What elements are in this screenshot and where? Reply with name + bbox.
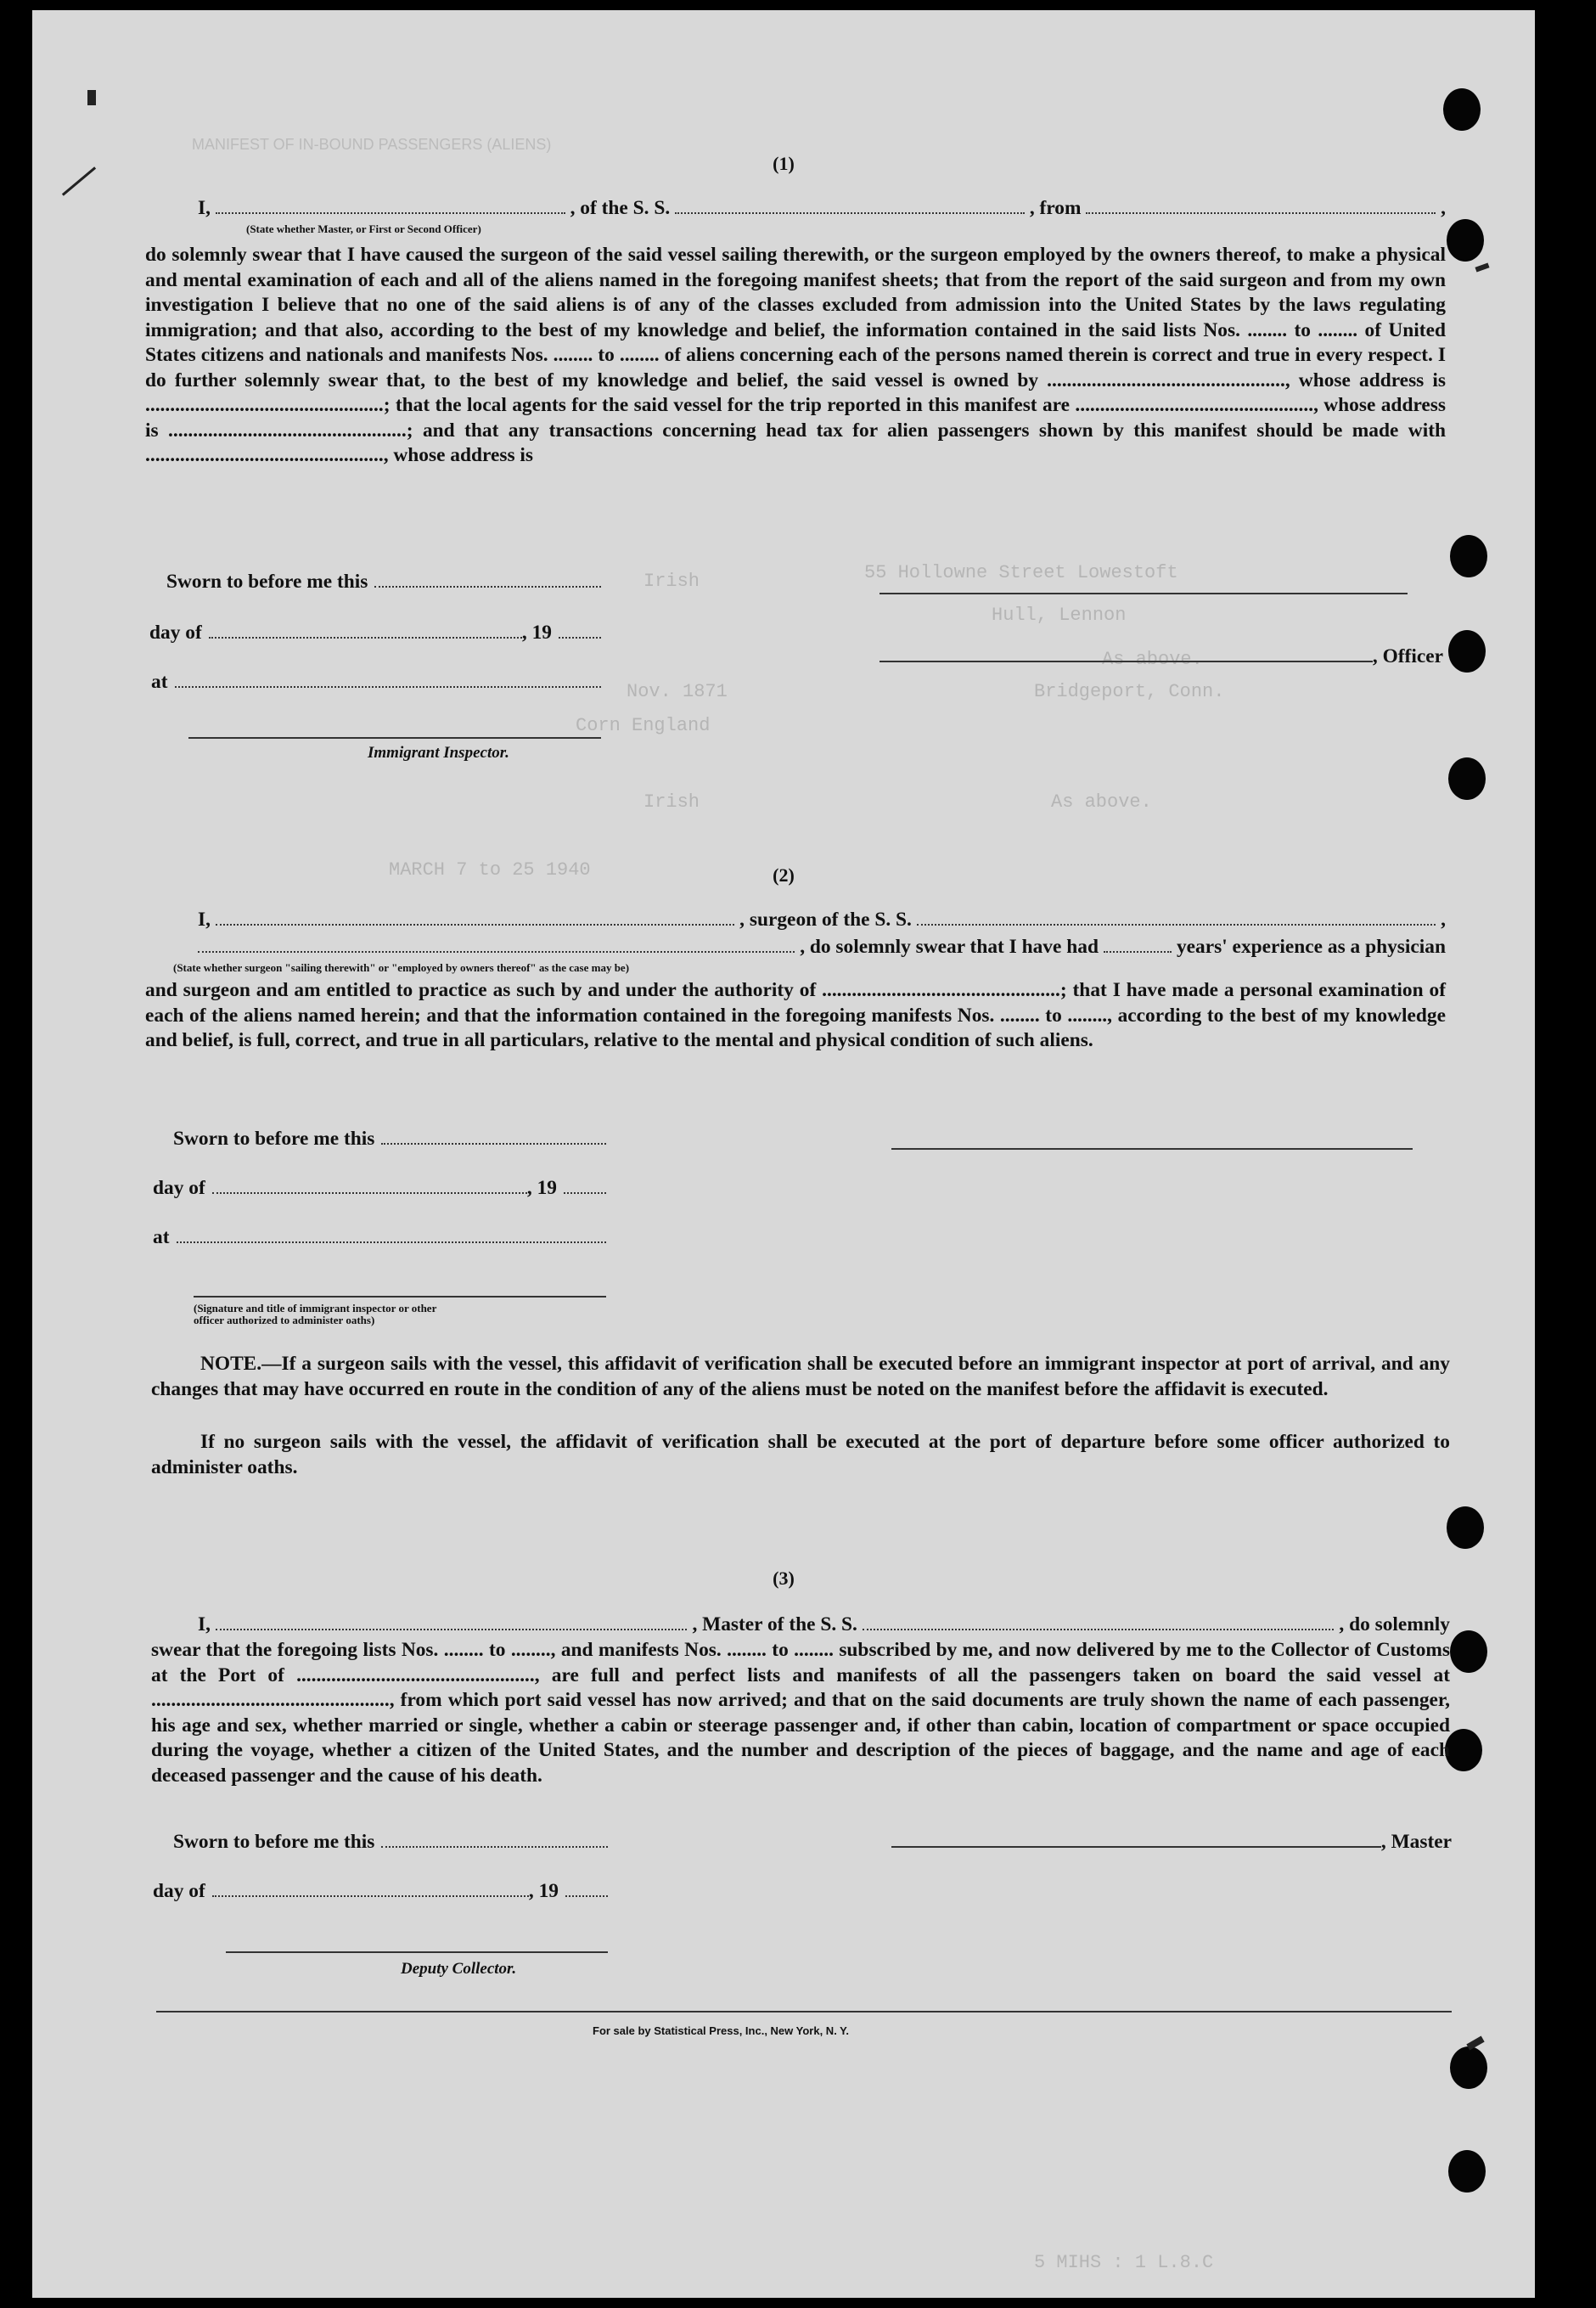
- master-name-field[interactable]: [216, 1617, 687, 1630]
- master-label: , Master: [1380, 1831, 1452, 1853]
- years-field[interactable]: [1104, 939, 1172, 953]
- inspector-signature-line[interactable]: [188, 737, 601, 739]
- punch-hole: [1447, 1506, 1484, 1549]
- punch-hole: [1447, 219, 1484, 262]
- do-swear-label: , do solemnly swear that I have had: [800, 936, 1099, 958]
- section-2-oath-text: and surgeon and am entitled to practice as such by and under the authority of ................................................; that I have made a personal examination of each of the aliens named herein; and that the information contained in the foregoing manifests Nos. ........ to ........, according to the best of my knowledge and belief, is full, correct, and true in all particulars, relative to the mental and physical condition of such aliens.: [145, 979, 1446, 1051]
- year-label: , 19: [526, 1177, 557, 1199]
- collector-caption: Deputy Collector.: [401, 1960, 517, 1978]
- at-label: at: [153, 1226, 170, 1248]
- punch-hole: [1450, 2046, 1487, 2089]
- officer-label: , Officer: [1372, 645, 1443, 667]
- years-label: years' experience as a physician: [1176, 936, 1446, 958]
- punch-hole: [1445, 1729, 1482, 1771]
- vessel-name-field[interactable]: [917, 912, 1436, 926]
- authorized-officer-signature-line[interactable]: [194, 1296, 606, 1298]
- section-1-number: (1): [773, 153, 795, 174]
- authorized-officer-caption: (Signature and title of immigrant inspector or other officer authorized to administer oaths): [194, 1302, 437, 1326]
- bleed-through-text: Hull, Lennon: [992, 605, 1127, 626]
- section-2-first-line: I, , surgeon of the S. S. ,: [198, 909, 1446, 931]
- punch-hole: [1443, 88, 1481, 131]
- bleed-through-text: Irish: [643, 571, 700, 592]
- officer-line: [879, 645, 1443, 668]
- sworn-day-field[interactable]: [374, 574, 601, 588]
- bleed-through-text: Irish: [643, 791, 700, 813]
- place-field[interactable]: [175, 674, 602, 688]
- month-field[interactable]: [212, 1883, 529, 1897]
- bleed-through-text: As above.: [1102, 649, 1203, 670]
- section-3-oath-text: swear that the foregoing lists Nos. ........ to ........, and manifests Nos. ........ to ........ subscribed by me, and now delivered by me to the Collector of Customs at the Port of ................................................, are full and perfect lists and manifests of all the passengers taken on board the said vessel at ................................................, from which port said vessel has now arrived; and that on the said documents are truly shown the name of each passenger, his age and sex, whether married or single, whether a cabin or steerage passenger and, if other than cabin, location of compartment or space occupied during the voyage, whether a citizen of the United States, and the number and description of the pieces of baggage, and the name and age of each deceased passenger and the cause of his death.: [151, 1639, 1450, 1787]
- sworn-day-field[interactable]: [381, 1131, 606, 1145]
- master-signature-field[interactable]: [891, 1834, 1381, 1848]
- month-field[interactable]: [209, 625, 522, 639]
- surgeon-signature-line[interactable]: [891, 1148, 1413, 1150]
- month-field[interactable]: [212, 1180, 527, 1194]
- bleed-through-text: 5 MIHS : 1 L.8.C: [1034, 2252, 1214, 2273]
- officer-signature-line[interactable]: [879, 593, 1408, 594]
- surgeon-status-field[interactable]: [198, 939, 795, 953]
- year-field[interactable]: [559, 625, 601, 639]
- printer-credit: For sale by Statistical Press, Inc., New York, N. Y.: [593, 2024, 850, 2037]
- bleed-through-text: 55 Hollowne Street Lowestoft: [864, 562, 1178, 583]
- ink-mark: [62, 166, 96, 195]
- year-label: , 19: [521, 622, 552, 644]
- solemnly-label: , do solemnly: [1339, 1613, 1451, 1635]
- at-label: at: [151, 671, 168, 693]
- of-the-ss-label: , of the S. S.: [570, 197, 671, 219]
- year-label: , 19: [528, 1880, 559, 1902]
- inspector-caption: Immigrant Inspector.: [368, 744, 509, 762]
- day-of-label: day of: [153, 1177, 205, 1199]
- ink-mark: [1475, 262, 1489, 272]
- sworn-line-1: [166, 571, 601, 594]
- surgeon-hint: (State whether surgeon "sailing therewith" or "employed by owners thereof" as the case may be): [173, 961, 630, 974]
- bleed-through-text: Corn England: [576, 715, 711, 736]
- place-field[interactable]: [177, 1230, 607, 1243]
- year-field[interactable]: [565, 1883, 608, 1897]
- pronoun-label: I,: [198, 197, 211, 219]
- surgeon-of-label: , surgeon of the S. S.: [739, 909, 912, 931]
- day-of-line-2: [153, 1177, 606, 1200]
- departure-port-field[interactable]: [1086, 200, 1436, 214]
- footer-rule: [156, 2011, 1452, 2012]
- punch-hole: [1450, 535, 1487, 577]
- section-1-first-line: I, , of the S. S. , from ,: [198, 197, 1446, 219]
- collector-signature-line[interactable]: [226, 1951, 608, 1953]
- at-line-2: [153, 1226, 606, 1249]
- punch-hole: [1450, 1630, 1487, 1673]
- bleed-through-text: MARCH 7 to 25 1940: [389, 859, 591, 881]
- from-label: , from: [1029, 197, 1082, 219]
- day-of-line-3: [153, 1880, 608, 1903]
- section-1-oath-text: do solemnly swear that I have caused the surgeon of the said vessel sailing therewith, or the surgeon employed by the owners thereof, to make a physical and mental examination of each and all of the aliens named in the foregoing manifest sheets; that from the report of the said surgeon and from my own investigation I believe that no one of the said aliens is of any of the classes excluded from admission into the United States by the laws regulating immigration; and that also, according to the best of my knowledge and belief, the information contained in the said lists Nos. ........ to ........ of United States citizens and nationals and manifests Nos. ........ to ........ of aliens concerning each of the persons named therein is correct and true in every respect. I do further solemnly swear that, to the best of my knowledge and belief, the said vessel is owned by ................................................, whose address is ................................................; that the local agents for the said vessel for the trip reported in this manifest are ................................................, whose address is ................................................; and that any transactions concerning head tax for alien passengers shown by this manifest should be made with ................................................, whose address is: [145, 244, 1446, 466]
- year-field[interactable]: [564, 1180, 606, 1194]
- section-3-first-line: [198, 1613, 1450, 1636]
- officer-title-field[interactable]: [879, 649, 1373, 662]
- manifest-reverse-page: [32, 10, 1535, 2298]
- master-line: [891, 1831, 1452, 1854]
- bleed-through-text: MANIFEST OF IN-BOUND PASSENGERS (ALIENS): [192, 136, 552, 153]
- officer-hint: (State whether Master, or First or Second Officer): [246, 222, 481, 235]
- day-of-label: day of: [149, 622, 202, 644]
- vessel-name-field[interactable]: [675, 200, 1025, 214]
- ink-mark: [87, 90, 96, 105]
- day-of-line-1: [149, 622, 601, 645]
- punch-hole: [1448, 757, 1486, 800]
- day-of-label: day of: [153, 1880, 205, 1902]
- officer-name-field[interactable]: [216, 200, 565, 214]
- vessel-name-field[interactable]: [863, 1617, 1334, 1630]
- sworn-label: Sworn to before me this: [166, 571, 368, 593]
- sworn-line-3: [173, 1831, 608, 1854]
- surgeon-note: NOTE.—If a surgeon sails with the vessel, this affidavit of verification shall be executed before an immigrant inspector at port of arrival, and any changes that may have occurred en route in the condition of any of the aliens must be noted on the manifest before the affidavit is executed.: [151, 1353, 1450, 1400]
- sworn-label: Sworn to before me this: [173, 1831, 375, 1853]
- section-2-second-line: [198, 936, 1446, 959]
- pronoun-label: I,: [198, 1613, 211, 1635]
- bleed-through-text: As above.: [1051, 791, 1152, 813]
- sworn-day-field[interactable]: [381, 1834, 608, 1848]
- master-of-label: , Master of the S. S.: [692, 1613, 857, 1635]
- punch-hole: [1448, 2150, 1486, 2193]
- sworn-line-2: [173, 1128, 606, 1151]
- section-3-number: (3): [773, 1568, 795, 1589]
- bleed-through-text: Nov. 1871: [627, 681, 728, 702]
- sworn-label: Sworn to before me this: [173, 1128, 375, 1150]
- pronoun-label: I,: [198, 909, 211, 931]
- surgeon-name-field[interactable]: [216, 912, 734, 926]
- at-line-1: [151, 671, 601, 694]
- no-surgeon-note: If no surgeon sails with the vessel, the affidavit of verification shall be executed at the port of departure before some officer authorized to administer oaths.: [151, 1431, 1450, 1478]
- bleed-through-text: Bridgeport, Conn.: [1034, 681, 1225, 702]
- section-2-number: (2): [773, 864, 795, 886]
- punch-hole: [1448, 630, 1486, 673]
